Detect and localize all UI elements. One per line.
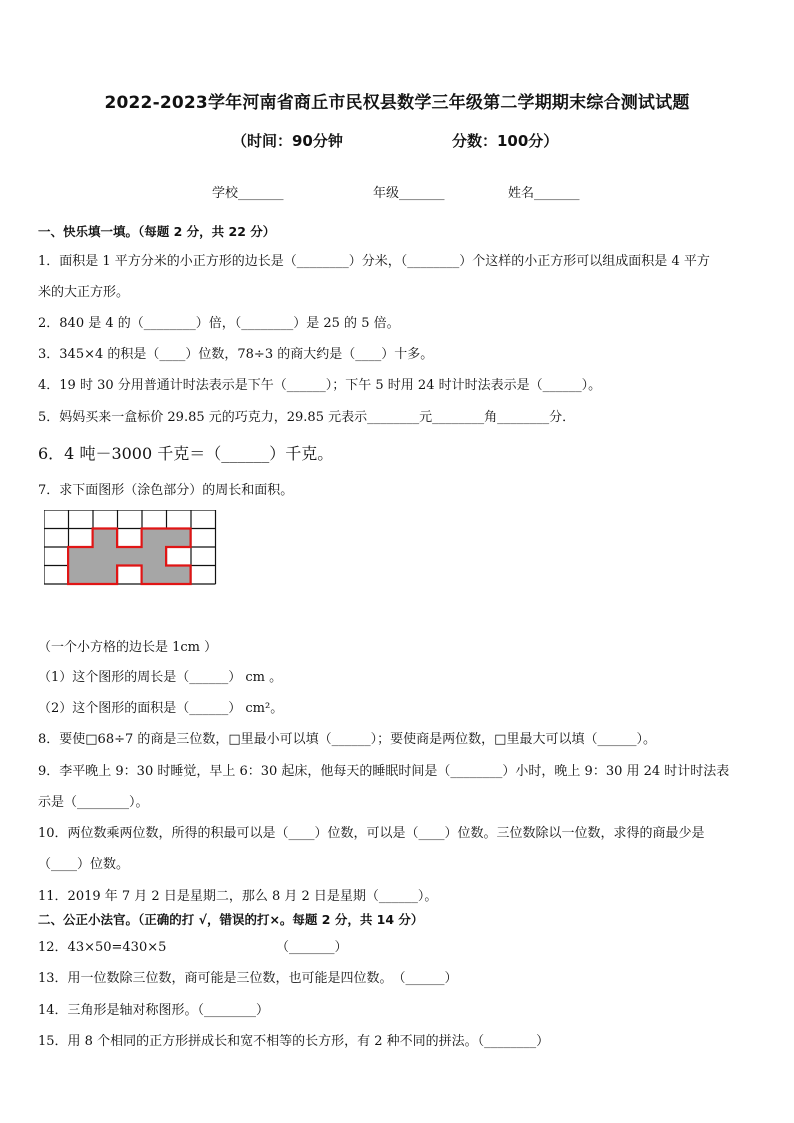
question-1-line-2: 米的大正方形。: [38, 285, 130, 300]
school-label: 学校: [212, 186, 239, 201]
question-7-sub-2: （2）这个图形的面积是（______） cm²。: [38, 701, 284, 716]
section-1-title: 一、快乐填一填。（每题 2 分，共 22 分）: [38, 224, 276, 239]
question-7-sub-1: （1）这个图形的周长是（______） cm 。: [38, 670, 283, 685]
question-9-line-1: 9．李平晚上 9：30 时睡觉，早上 6：30 起床，他每天的睡眠时间是（________）小时，晚上 9：30 用 24 时计时法表: [38, 764, 730, 779]
name-field: [508, 182, 580, 201]
question-2: 2．840 是 4 的（________）倍，（________）是 25 的 5 倍。: [38, 316, 400, 331]
grade-field: [373, 182, 445, 201]
question-5: 5．妈妈买来一盒标价 29.85 元的巧克力，29.85 元表示________元________角________分．: [38, 410, 576, 425]
question-1-line-1: 1．面积是 1 平方分米的小正方形的边长是（________）分米，（________）个这样的小正方形可以组成面积是 4 平方: [38, 254, 710, 269]
exam-score: 分数：100分）: [452, 132, 559, 150]
question-12-text: 12．43×50=430×5: [38, 940, 167, 955]
school-field: [212, 182, 284, 201]
question-6-text: 6．4 吨－3000 千克＝（______）千克。: [38, 444, 334, 463]
grade-label: 年级: [373, 186, 400, 201]
question-10-line-1: 10．两位数乘两位数，所得的积最可以是（____）位数，可以是（____）位数。三位数除以一位数，求得的商最少是: [38, 826, 705, 841]
question-9-line-2: 示是（________）。: [38, 795, 149, 810]
page-title: 2022-2023学年河南省商丘市民权县数学三年级第二学期期末综合测试试题: [104, 93, 690, 113]
name-label: 姓名: [508, 186, 535, 201]
question-6: [38, 441, 333, 464]
question-7: 7．求下面图形（涂色部分）的周长和面积。: [38, 483, 294, 498]
name-blank: _______: [534, 186, 580, 201]
question-10-line-2: （____）位数。: [38, 857, 130, 872]
section-2-title: 二、公正小法官。（正确的打 √，错误的打×。每题 2 分，共 14 分）: [38, 912, 424, 927]
shaded-figure-grid: [44, 510, 218, 618]
grade-blank: _______: [399, 186, 445, 201]
question-12-blank: （_______）: [276, 940, 348, 955]
exam-time: （时间：90分钟: [232, 132, 343, 150]
question-7-note: （一个小方格的边长是 1cm ）: [38, 640, 218, 655]
question-8: 8．要使□68÷7 的商是三位数，□里最小可以填（______）；要使商是两位数，□里最大可以填（______）。: [38, 732, 656, 747]
question-14: 14．三角形是轴对称图形。（________）: [38, 1003, 270, 1018]
question-15: 15．用 8 个相同的正方形拼成长和宽不相等的长方形，有 2 种不同的拼法。（________）: [38, 1034, 550, 1049]
question-11: 11．2019 年 7 月 2 日是星期二，那么 8 月 2 日是星期（______）。: [38, 889, 438, 904]
question-4: 4．19 时 30 分用普通计时法表示是下午（______）；下午 5 时用 24 时计时法表示是（______）。: [38, 378, 602, 393]
question-13: 13．用一位数除三位数，商可能是三位数，也可能是四位数。 （______）: [38, 971, 458, 986]
school-blank: _______: [238, 186, 284, 201]
shaded-region: [68, 529, 191, 585]
question-3: 3．345×4 的积是（____）位数，78÷3 的商大约是（____）十多。: [38, 347, 434, 362]
question-12: [38, 936, 166, 955]
